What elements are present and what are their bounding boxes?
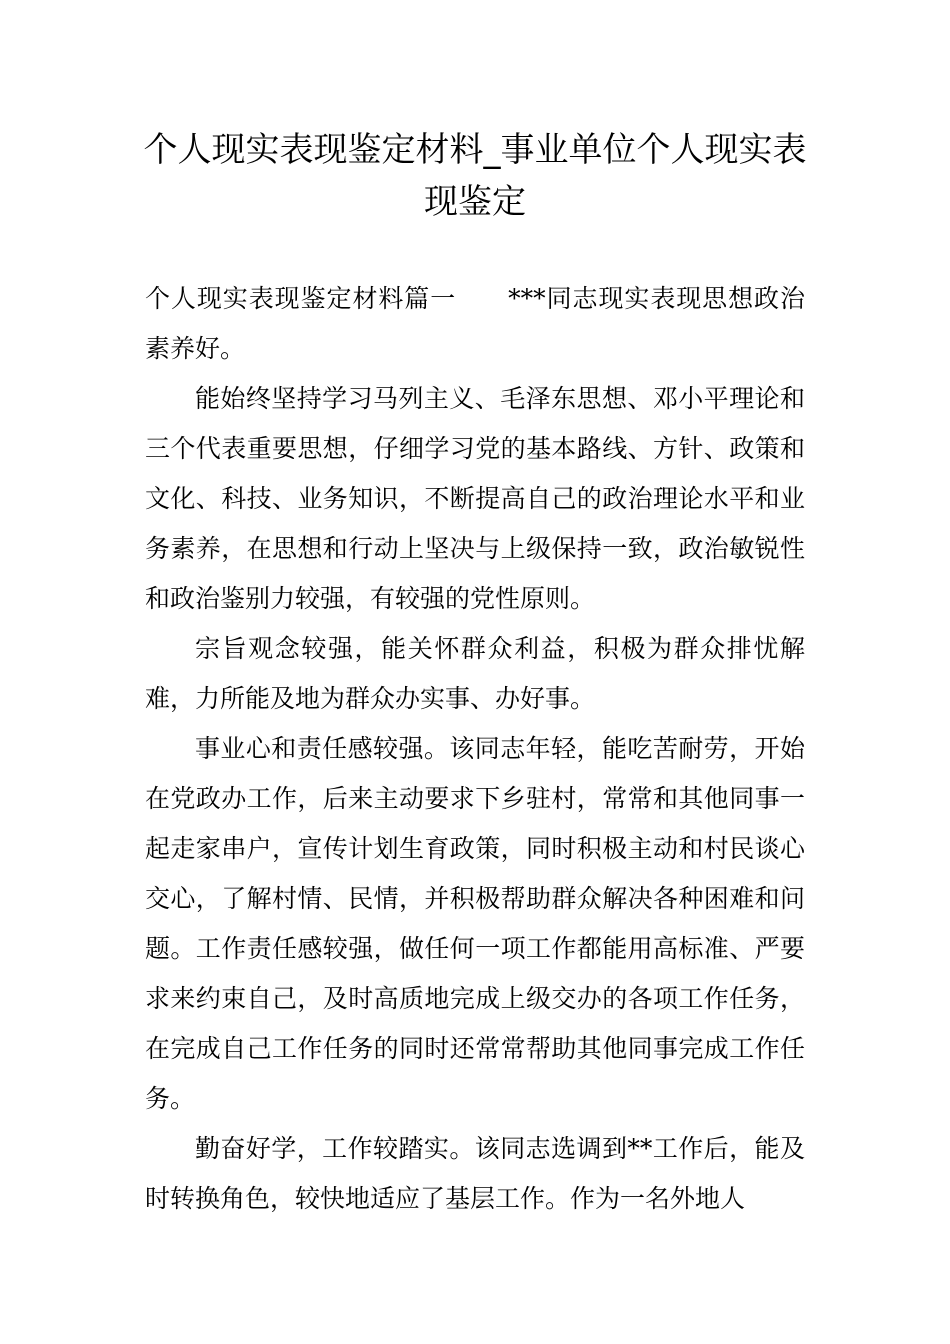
body-paragraph-4: 勤奋好学，工作较踏实。该同志选调到**工作后，能及时转换角色，较快地适应了基层工作。作为一名外地人 (145, 1134, 805, 1213)
document-body (145, 274, 805, 1224)
intro-paragraph (145, 274, 805, 374)
intro-text: ***同志现实表现思想政治素养好。 (145, 284, 805, 363)
body-paragraph-1: 能始终坚持学习马列主义、毛泽东思想、邓小平理论和三个代表重要思想，仔细学习党的基本路线、方针、政策和文化、科技、业务知识，不断提高自己的政治理论水平和业务素养，在思想和行动上坚决与上级保持一致，政治敏锐性和政治鉴别力较强，有较强的党性原则。 (145, 384, 805, 613)
intro-heading: 个人现实表现鉴定材料篇一 (145, 284, 457, 313)
body-paragraph-2: 宗旨观念较强，能关怀群众利益，积极为群众排忧解难，力所能及地为群众办实事、办好事。 (145, 634, 805, 713)
document-title: 个人现实表现鉴定材料_事业单位个人现实表现鉴定 (143, 130, 807, 222)
body-paragraph-3: 事业心和责任感较强。该同志年轻，能吃苦耐劳，开始在党政办工作，后来主动要求下乡驻村，常常和其他同事一起走家串户，宣传计划生育政策，同时积极主动和村民谈心交心，了解村情、民情，并积极帮助群众解决各种困难和问题。工作责任感较强，做任何一项工作都能用高标准、严要求来约束自己，及时高质地完成上级交办的各项工作任务，在完成自己工作任务的同时还常常帮助其他同事完成工作任务。 (145, 734, 805, 1113)
